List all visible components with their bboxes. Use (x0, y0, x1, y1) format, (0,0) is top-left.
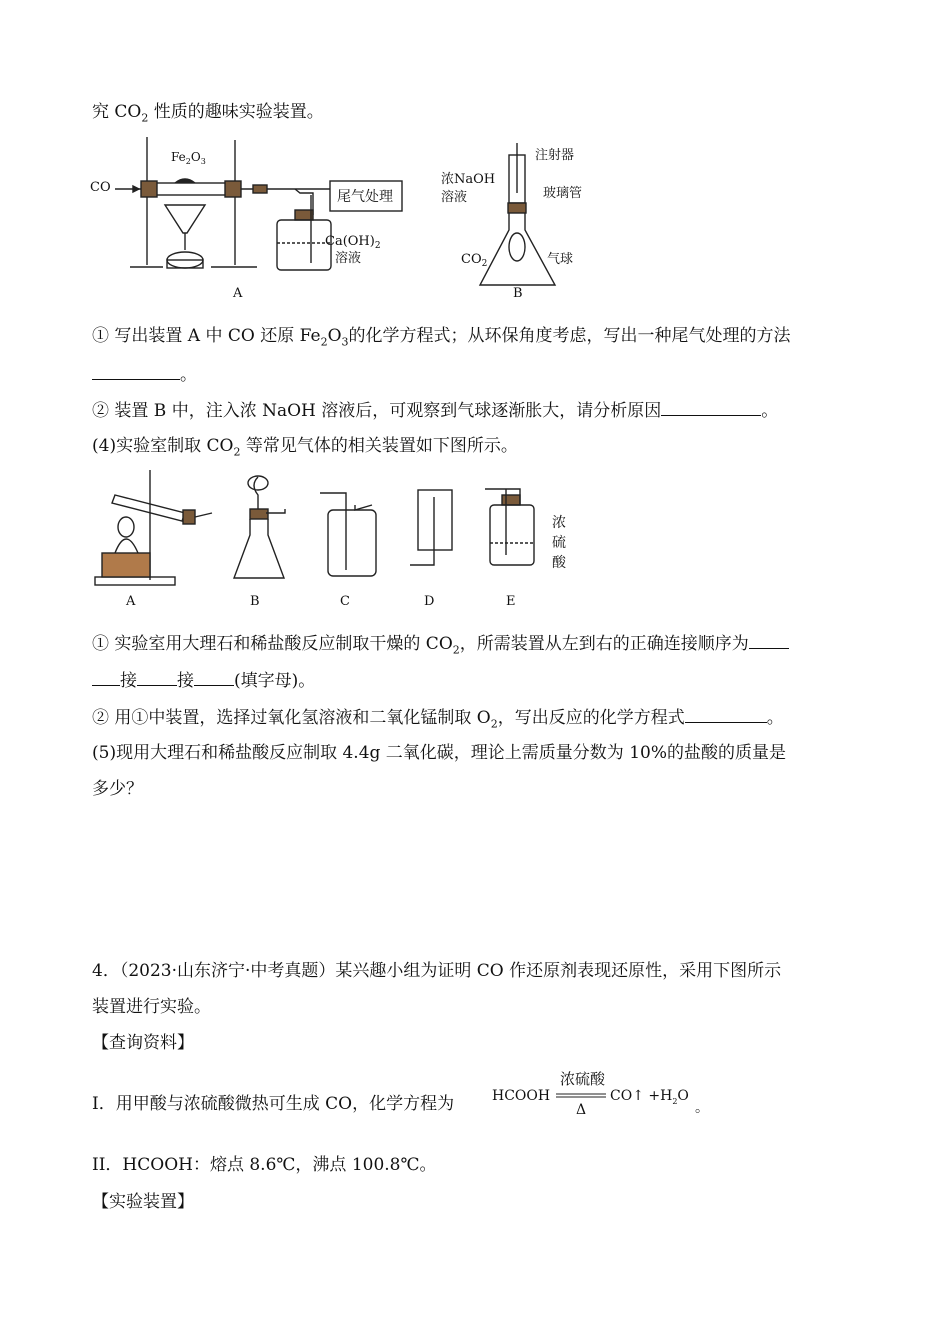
heading-apparatus: 【实验装置】 (92, 1192, 194, 1212)
question-4-1-cont: 接 接 (填字母)。 (92, 669, 315, 692)
answer-blank[interactable] (92, 669, 120, 686)
paragraph-intro: 究 $CO_2$ 性质的趣味实验装置。 (92, 102, 324, 125)
svg-text:Fe2O3: $Fe_2O_3$ (171, 150, 206, 166)
problem-4: 4．（2023·山东济宁·中考真题）某兴趣小组为证明 CO 作还原剂表现还原性，采用下图所示 (92, 961, 782, 981)
apparatus-figure-abcde (90, 465, 590, 615)
svg-text:尾气处理: 尾气处理 (337, 189, 393, 205)
question-4-1: ① 实验室用大理石和稀盐酸反应制取干燥的 $CO_2$，所需装置从左到右的正确连接顺序为 (92, 632, 789, 655)
svg-text:A: A (126, 594, 136, 609)
answer-blank[interactable] (137, 669, 177, 686)
question-4: (4)实验室制取 $CO_2$ 等常见气体的相关装置如下图所示。 (92, 436, 518, 459)
heading-query: 【查询资料】 (92, 1033, 194, 1053)
svg-text:D: D (424, 594, 435, 609)
answer-blank[interactable] (661, 399, 761, 416)
chemical-equation (490, 1066, 709, 1122)
svg-text:注射器: 注射器 (535, 148, 575, 163)
svg-text:溶液: 溶液 (335, 251, 362, 266)
svg-text:浓硫酸: 浓硫酸 (560, 1070, 606, 1088)
svg-text:浓: 浓 (552, 515, 566, 531)
svg-text:硫: 硫 (552, 535, 566, 551)
question-5-cont: 多少？ (92, 779, 143, 799)
question-4-2: ② 用①中装置，选择过氧化氢溶液和二氧化锰制取 $O_2$，写出反应的化学方程式 。 (92, 708, 784, 731)
svg-text:E: E (506, 594, 516, 609)
svg-text:Ca(OH)2: $Ca(OH)_2$ (325, 234, 381, 251)
answer-blank[interactable] (194, 669, 234, 686)
question-3-2: ② 装置 B 中，注入浓 NaOH 溶液后，可观察到气球逐渐胀大，请分析原因 。 (92, 401, 779, 421)
svg-text:玻璃管: 玻璃管 (543, 186, 583, 201)
svg-text:Δ: Δ (576, 1102, 587, 1118)
svg-text:CO↑ +H2O: CO↑ $+H_2O$ (610, 1088, 689, 1106)
svg-text:CO2: $CO_2$ (461, 252, 488, 269)
answer-blank[interactable] (685, 706, 767, 723)
svg-text:浓NaOH: 浓NaOH (441, 172, 496, 187)
answer-blank[interactable] (92, 363, 180, 380)
question-3-1-answer: 。 (92, 363, 197, 386)
info-1: I．用甲酸与浓硫酸微热可生成 CO，化学方程为 (92, 1094, 455, 1114)
svg-text:酸: 酸 (552, 555, 566, 571)
svg-text:溶液: 溶液 (441, 190, 468, 205)
problem-4-cont: 装置进行实验。 (92, 997, 211, 1017)
svg-text:B: B (513, 286, 523, 301)
svg-text:A: A (233, 286, 243, 301)
info-2: II．HCOOH：熔点 8.6℃，沸点 100.8℃。 (92, 1155, 437, 1175)
answer-blank[interactable] (749, 632, 789, 649)
svg-text:HCOOH: HCOOH (492, 1088, 551, 1104)
svg-text:C: C (340, 594, 350, 609)
question-5: (5)现用大理石和稀盐酸反应制取 4.4g 二氧化碳，理论上需质量分数为 10%的盐酸的质量是 (92, 743, 786, 763)
svg-text:气球: 气球 (547, 252, 574, 267)
question-3-1: ① 写出装置 A 中 CO 还原 $Fe_2O_3$的化学方程式；从环保角度考虑，写出一种尾气处理的方法 (92, 326, 791, 349)
apparatus-figure-ab (85, 135, 605, 305)
svg-text:B: B (250, 594, 260, 609)
svg-text:。: 。 (695, 1100, 709, 1116)
svg-text:CO: CO (90, 180, 111, 195)
